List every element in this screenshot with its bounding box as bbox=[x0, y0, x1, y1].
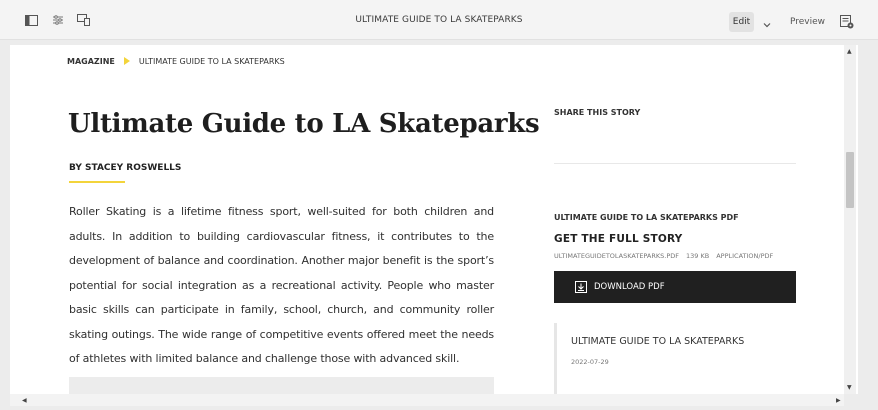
share-divider bbox=[554, 163, 796, 164]
byline-divider bbox=[69, 181, 125, 183]
breadcrumb bbox=[67, 57, 285, 66]
download-icon bbox=[575, 281, 587, 293]
download-label: DOWNLOAD PDF bbox=[594, 282, 665, 292]
pdf-type: APPLICATION/PDF bbox=[716, 252, 774, 260]
scrollbar-thumb[interactable] bbox=[846, 152, 854, 208]
page-title: ULTIMATE GUIDE TO LA SKATEPARKS bbox=[355, 15, 523, 25]
download-pdf-button[interactable] bbox=[554, 271, 796, 303]
pdf-meta bbox=[554, 252, 780, 260]
card-title: ULTIMATE GUIDE TO LA SKATEPARKS bbox=[571, 336, 745, 347]
related-article-card[interactable] bbox=[554, 323, 796, 403]
pdf-size: 139 KB bbox=[686, 252, 710, 260]
breadcrumb-item-magazine[interactable]: MAGAZINE bbox=[67, 57, 115, 66]
page-properties-icon[interactable] bbox=[840, 14, 854, 28]
editor-toolbar bbox=[0, 0, 878, 40]
pdf-filename: ULTIMATEGUIDETOLASKATEPARKS.PDF bbox=[554, 252, 680, 260]
pdf-heading: GET THE FULL STORY bbox=[554, 233, 683, 245]
share-heading: SHARE THIS STORY bbox=[554, 108, 641, 117]
vertical-scrollbar[interactable] bbox=[844, 45, 856, 394]
scroll-left-icon[interactable]: ◀ bbox=[22, 397, 27, 404]
chevron-down-icon[interactable] bbox=[762, 15, 772, 27]
breadcrumb-item-current: ULTIMATE GUIDE TO LA SKATEPARKS bbox=[138, 57, 285, 66]
scroll-right-icon[interactable]: ▶ bbox=[836, 397, 841, 404]
scroll-up-icon[interactable]: ▲ bbox=[847, 48, 852, 55]
article-title: Ultimate Guide to LA Skateparks bbox=[68, 109, 540, 139]
preview-button[interactable]: Preview bbox=[790, 17, 826, 27]
scroll-down-icon[interactable]: ▼ bbox=[847, 384, 852, 391]
breadcrumb-separator-icon bbox=[124, 57, 130, 65]
card-date: 2022-07-29 bbox=[571, 358, 609, 366]
article-byline: BY STACEY ROSWELLS bbox=[69, 163, 182, 173]
pdf-title: ULTIMATE GUIDE TO LA SKATEPARKS PDF bbox=[554, 213, 739, 222]
article-body: Roller Skating is a lifetime fitness sport, well-suited for both children and adults. In addition to building cardiovascular fitness, it contributes to the development of balance and coordination. Another major benefit is the sport’s potential for social integration as a recreational activity. People who master basic skills can participate in family, school, church, and community roller skating outings. The wide range of competitive events offered meet the needs of athletes with limited balance and challenge those with advanced skill. bbox=[69, 205, 494, 365]
horizontal-scrollbar[interactable] bbox=[10, 394, 844, 406]
edit-mode-button[interactable]: Edit bbox=[729, 12, 754, 32]
